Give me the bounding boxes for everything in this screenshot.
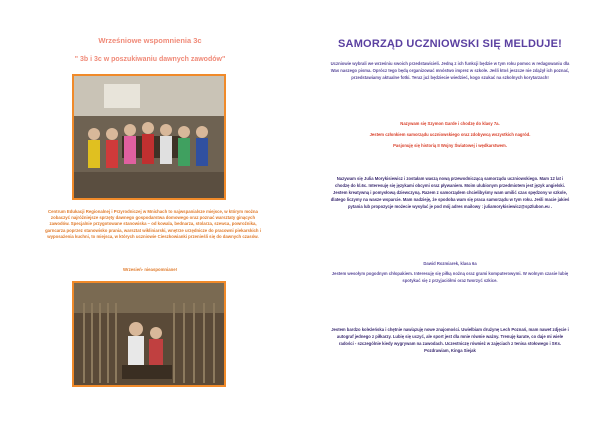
szymon-line-1: Nazywam się Szymon Garde i chodzę do klasy 7a. bbox=[400, 121, 500, 126]
szymon-line-2: Jestem członkiem samorządu uczniowskiego oraz zdobywcą wszystkich nagród. bbox=[369, 132, 531, 137]
kinga-paragraph: Jestem bardzo koleżeńska i chętnie nawiązuję nowe znajomości. Uwielbiam drużynę Lech Poznań, mam nawet zdjęcie i autograf jednego z piłkarzy. Lubię się uczyć, ale sport jest dla mnie równie ważny. Trenuję karate, co daje mi wiele radości - szczególnie kiedy wygrywam na zawodach. Uczestniczę również w zajęciach z tenisa stołowego i SKs. Pozdrawiam, Kinga Siejak bbox=[331, 327, 569, 353]
workshop-photo bbox=[72, 281, 226, 387]
group-photo bbox=[72, 74, 226, 200]
right-title: SAMORZĄD UCZNIOWSKI SIĘ MELDUJE! bbox=[338, 38, 562, 50]
julia-paragraph: Nazywam się Julia Morykisiewicz i zostałam waszą nową przewodniczącą samorządu uczniowskiego. Mam 12 lat i chodzę do kl.6c. Interesuję się językami obcymi oraz pływaniem. Moim ulubionym przedmiotem jest język angielski. Jestem kreatywną i pomysłową dziewczyną. Razem z samorządem chcielibyśmy wam umilić czas spędzony w szkole, dlatego liczymy na wasze wsparcie. Mam nadzieję, że spodoba wam się praca samorządu w tym roku. Jeśli macie jakieś pytania lub propozycje możecie wysyłać je pod mój adres mailowy : juliamorykisiewicz@sp2lubon.eu . bbox=[330, 176, 570, 209]
right-page bbox=[300, 0, 600, 424]
left-signature: Wrzesień- nieaspomniane! bbox=[122, 267, 178, 272]
dawid-paragraph: Jestem wesołym pogodnym chłopakiem. Interesuję się piłką nożną oraz grami komputerowymi. W wolnym czasie lubię spotykać się z przyjaciółmi oraz tworzyć szkice. bbox=[331, 271, 569, 283]
left-description: Centrum Edukacji Regionalnej i Przyrodniczej w Mnichach to najwspanialsze miejsce, w którym można zobaczyć najróżniejsze sprzęty dawnego gospodarstwa domowego oraz poznać warsztaty ginących zawodów. Specjalnie przygotowane stanowiska – od kowala, bednarza, stolarza, szewca, powroźnika, garncarza poprzez stanowisko prania, warsztat wikliniarski, wnętrze urzędnicze do pracowni piekarskich i wyposażenia kuchni, to miejsca, w których uczniowie Cieszkowianki przenieśli się do dawnych czasów. bbox=[45, 209, 261, 239]
left-heading: Wrześniowe wspomnienia 3c bbox=[98, 36, 202, 45]
dawid-name: Dawid Rozmiarek, klasa 6a bbox=[423, 261, 477, 266]
szymon-line-3: Pasjonuję się historią II Wojny Światowej i wędkarstwem. bbox=[393, 143, 507, 148]
workshop-photo-image bbox=[74, 283, 224, 385]
left-subheading: " 3b i 3c w poszukiwaniu dawnych zawodów" bbox=[74, 56, 226, 63]
group-photo-image bbox=[74, 76, 224, 198]
intro-paragraph: Uczniowie wybrali we wrześniu swoich przedstawicieli. Jedną z ich funkcji będzie w tym roku pomoc w redagowaniu dla Was naszego pisma. Oprócz tego będą organizować mnóstwo imprez w szkole. Jeśli ktoś jeszcze nie zdążył ich poznać, przedstawiamy aktualne fotki. Teraz już będziecie wiedzieć, kogo szukać na szkolnych korytarzach! bbox=[330, 61, 570, 80]
